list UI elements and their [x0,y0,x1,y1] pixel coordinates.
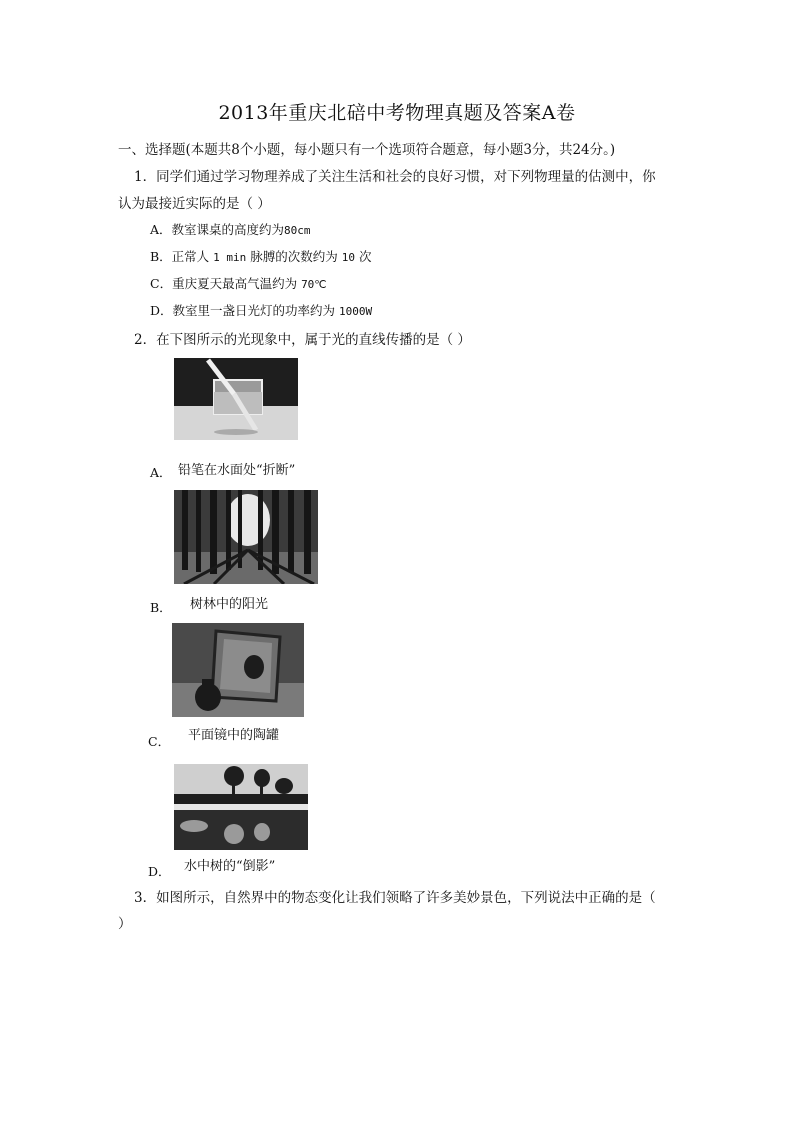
question-1-stem-line2: 认为最接近实际的是（ ） [118,196,271,212]
option-d-caption: 水中树的“倒影” [184,859,276,874]
option-a-letter: A． [150,465,172,480]
question-3-stem-line1: 3．如图所示，自然界中的物态变化让我们领略了许多美妙景色，下列说法中正确的是（ [134,890,656,906]
option-value: 10 [341,251,356,264]
question-2-stem: 2．在下图所示的光现象中，属于光的直线传播的是（ ） [134,332,471,348]
option-text: A．教室课桌的高度约为 [150,222,285,237]
tree-reflection-photo [174,764,308,850]
tree-reflection-illustration [174,764,308,850]
question-1-stem-line1: 1．同学们通过学习物理养成了关注生活和社会的良好习惯，对下列物理量的估测中，你 [134,169,656,185]
option-b-caption: 树林中的阳光 [190,597,269,612]
pencil-in-water-photo [174,358,298,440]
option-value: 1 min [213,251,247,264]
question-1-option-c [150,274,327,292]
option-c-caption: 平面镜中的陶罐 [188,728,280,743]
option-text: D．教室里一盏日光灯的功率约为 [150,303,336,318]
option-a-caption: 铅笔在水面处“折断” [178,463,296,478]
mirror-pot-illustration [172,623,304,717]
option-d-letter: D． [148,864,171,879]
option-text: B．正常人 [150,249,210,264]
pencil-in-water-illustration [174,358,298,440]
option-value: 80cm [284,224,311,237]
option-b-letter: B． [150,600,172,615]
option-text: 次 [359,249,372,264]
page-title: 2013年重庆北碚中考物理真题及答案A卷 [218,102,576,124]
question-1-option-a [150,220,311,238]
option-value: 1000W [339,305,373,318]
sunlight-in-forest-photo [174,490,318,584]
question-3-stem-line2: ） [118,916,132,932]
question-1-option-d [150,301,372,319]
pot-in-mirror-photo [172,623,304,717]
option-text: C．重庆夏天最高气温约为 [150,276,298,291]
option-value: 70℃ [301,278,327,291]
option-text: 脉膊的次数约为 [250,249,338,264]
option-c-letter: C． [148,734,171,749]
forest-illustration [174,490,318,584]
question-1-option-b [150,247,372,265]
section-heading: 一、选择题(本题共8个小题，每小题只有一个选项符合题意，每小题3分，共24分。) [118,142,616,158]
